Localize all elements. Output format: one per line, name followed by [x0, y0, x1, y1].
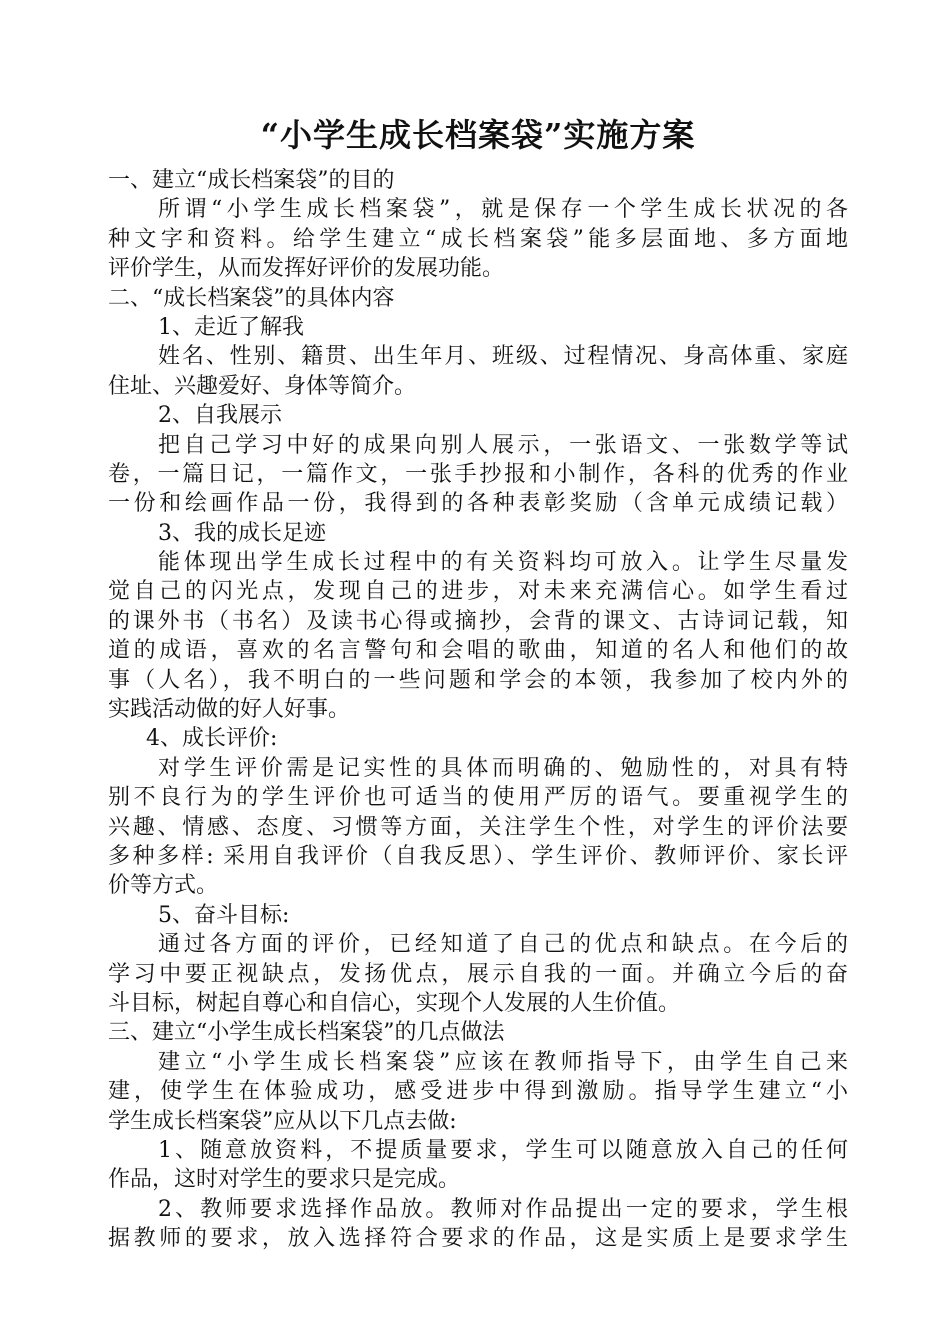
- document-text-line: 住址、兴趣爱好、身体等简介。: [108, 373, 417, 399]
- document-text-line: 学生成长档案袋”应从以下几点去做:: [108, 1108, 457, 1134]
- document-text-line: 道的成语，喜欢的名言警句和会唱的歌曲，知道的名人和他们的故: [108, 638, 848, 664]
- document-text-line: 姓名、性别、籍贯、出生年月、班级、过程情况、身高体重、家庭: [158, 344, 848, 370]
- document-text-line: 2、自我展示: [158, 403, 282, 429]
- document-text-line: 通过各方面的评价，已经知道了自己的优点和缺点。在今后的: [158, 932, 848, 958]
- document-text-line: 把自己学习中好的成果向别人展示，一张语文、一张数学等试: [158, 432, 848, 458]
- document-text-line: 建，使学生在体验成功，感受进步中得到激励。指导学生建立“小: [108, 1079, 848, 1105]
- document-page: [108, 112, 848, 1253]
- document-text-line: 3、我的成长足迹: [158, 520, 326, 546]
- document-text-line: 多种多样: 采用自我评价（自我反思）、学生评价、教师评价、家长评: [108, 843, 848, 869]
- document-text-line: 一份和绘画作品一份，我得到的各种表彰奖励（含单元成绩记载）: [108, 491, 848, 517]
- document-text-line: 的课外书（书名）及读书心得或摘抄，会背的课文、古诗词记载，知: [108, 608, 848, 634]
- document-text-line: 1、随意放资料，不提质量要求，学生可以随意放入自己的任何: [158, 1137, 848, 1163]
- document-text-line: 觉自己的闪光点，发现自己的进步，对未来充满信心。如学生看过: [108, 579, 848, 605]
- document-text-line: 所谓“小学生成长档案袋”，就是保存一个学生成长状况的各: [158, 197, 848, 223]
- document-text-line: 实践活动做的好人好事。: [108, 697, 351, 723]
- document-text-line: 学习中要正视缺点，发扬优点，展示自我的一面。并确立今后的奋: [108, 961, 848, 987]
- document-text-line: 5、奋斗目标:: [158, 902, 290, 928]
- document-text-line: 4、成长评价:: [146, 726, 278, 752]
- document-text-line: 建立“小学生成长档案袋”应该在教师指导下，由学生自己来: [158, 1049, 848, 1075]
- document-text-line: 一、建立“成长档案袋”的目的: [108, 168, 395, 193]
- document-text-line: 别不良行为的学生评价也可适当的使用严厉的语气。要重视学生的: [108, 785, 848, 811]
- document-text-line: 1、走近了解我: [158, 314, 304, 340]
- document-text-line: 三、建立“小学生成长档案袋”的几点做法: [108, 1020, 505, 1046]
- document-text-line: 2、教师要求选择作品放。教师对作品提出一定的要求，学生根: [158, 1196, 848, 1222]
- document-text-line: 据教师的要求，放入选择符合要求的作品，这是实质上是要求学生: [108, 1226, 848, 1252]
- document-text-line: 卷，一篇日记，一篇作文，一张手抄报和小制作，各科的优秀的作业: [108, 461, 848, 487]
- document-text-line: 兴趣、情感、态度、习惯等方面，关注学生个性，对学生的评价法要: [108, 814, 848, 840]
- document-text-line: 对学生评价需是记实性的具体而明确的、勉励性的，对具有特: [158, 755, 848, 781]
- document-text-line: 评价学生，从而发挥好评价的发展功能。: [108, 256, 505, 282]
- document-body: [108, 166, 848, 1253]
- document-text-line: 能体现出学生成长过程中的有关资料均可放入。让学生尽量发: [158, 550, 848, 576]
- document-title: “小学生成长档案袋”实施方案: [260, 116, 696, 154]
- document-text-line: 斗目标，树起自尊心和自信心，实现个人发展的人生价值。: [108, 990, 681, 1016]
- document-text-line: 作品，这时对学生的要求只是完成。: [108, 1167, 461, 1193]
- document-text-line: 二、“成长档案袋”的具体内容: [108, 285, 395, 311]
- document-text-line: 种文字和资料。给学生建立“成长档案袋”能多层面地、多方面地: [108, 226, 848, 252]
- document-text-line: 事（人名），我不明白的一些问题和学会的本领，我参加了校内外的: [108, 667, 848, 693]
- document-text-line: 价等方式。: [108, 873, 219, 899]
